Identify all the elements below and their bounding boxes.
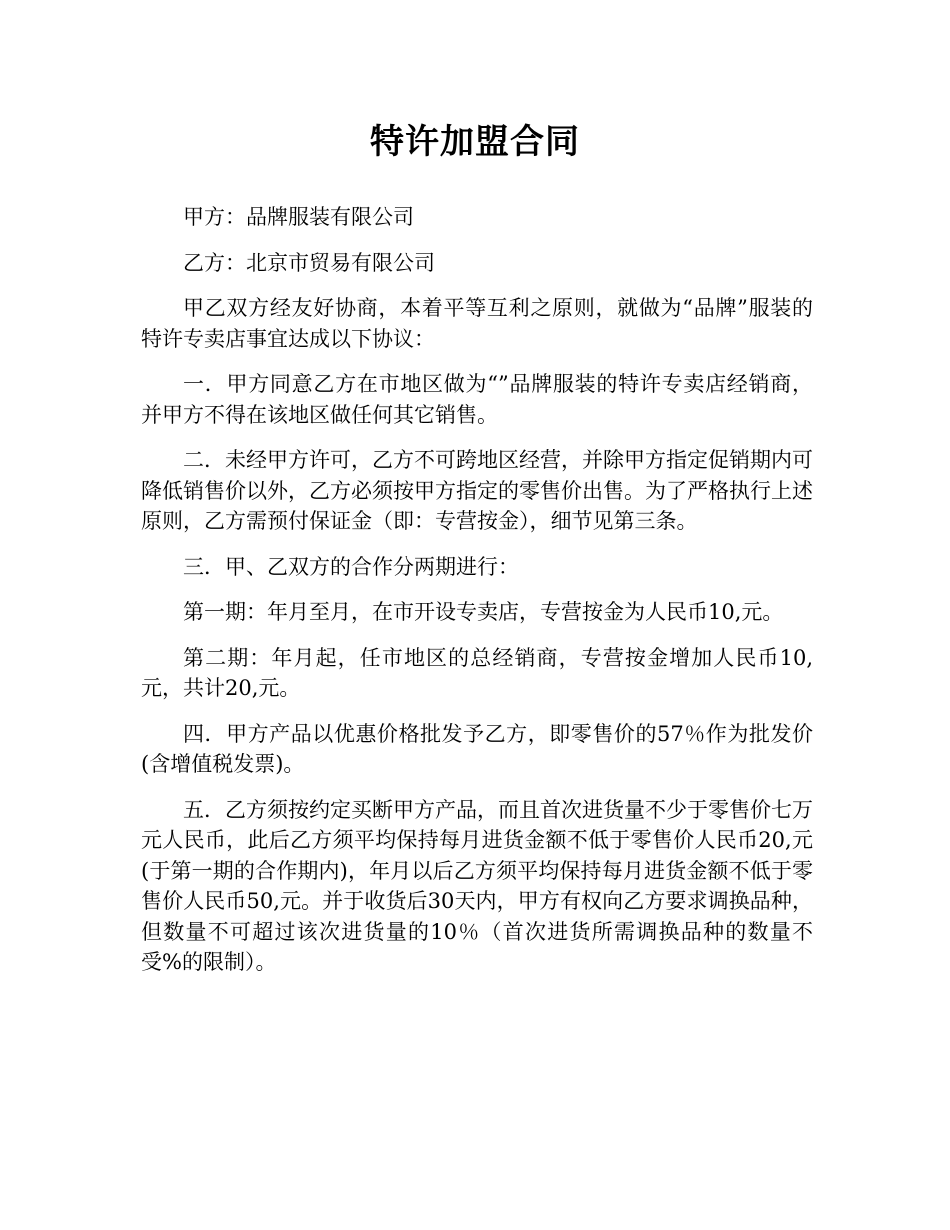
preamble-paragraph: 甲乙双方经友好协商，本着平等互利之原则，就做为“品牌”服装的特许专卖店事宜达成以下协议：	[141, 296, 813, 351]
clause-3-phase-1: 第一期：年月至月，在市开设专卖店，专营按金为人民币10,元。	[183, 600, 784, 624]
document-title: 特许加盟合同	[370, 122, 580, 162]
document-body	[141, 202, 813, 993]
clause-2: 二．未经甲方许可，乙方不可跨地区经营，并除甲方指定促销期内可降低销售价以外，乙方必须按甲方指定的零售价出售。为了严格执行上述原则，乙方需预付保证金（即：专营按金），细节见第三条。	[141, 448, 813, 533]
clause-5: 五．乙方须按约定买断甲方产品，而且首次进货量不少于零售价七万元人民币，此后乙方须平均保持每月进货金额不低于零售价人民币20,元(于第一期的合作期内)，年月以后乙方须平均保持每月进货金额不低于零售价人民币50,元。并于收货后30天内，甲方有权向乙方要求调换品种，但数量不可超过该次进货量的10％（首次进货所需调换品种的数量不受%的限制）。	[141, 797, 813, 974]
clause-3-phase-2: 第二期：年月起，任市地区的总经销商，专营按金增加人民币10,元，共计20,元。	[141, 645, 813, 700]
party-a-line: 甲方：品牌服装有限公司	[183, 205, 414, 229]
clause-3: 三．甲、乙双方的合作分两期进行：	[183, 554, 519, 579]
clause-4: 四．甲方产品以优惠价格批发予乙方，即零售价的57％作为批发价(含增值税发票)。	[141, 721, 813, 776]
clause-1: 一．甲方同意乙方在市地区做为“”品牌服装的特许专卖店经销商，并甲方不得在该地区做任何其它销售。	[141, 372, 813, 427]
party-b-line: 乙方：北京市贸易有限公司	[183, 250, 435, 275]
